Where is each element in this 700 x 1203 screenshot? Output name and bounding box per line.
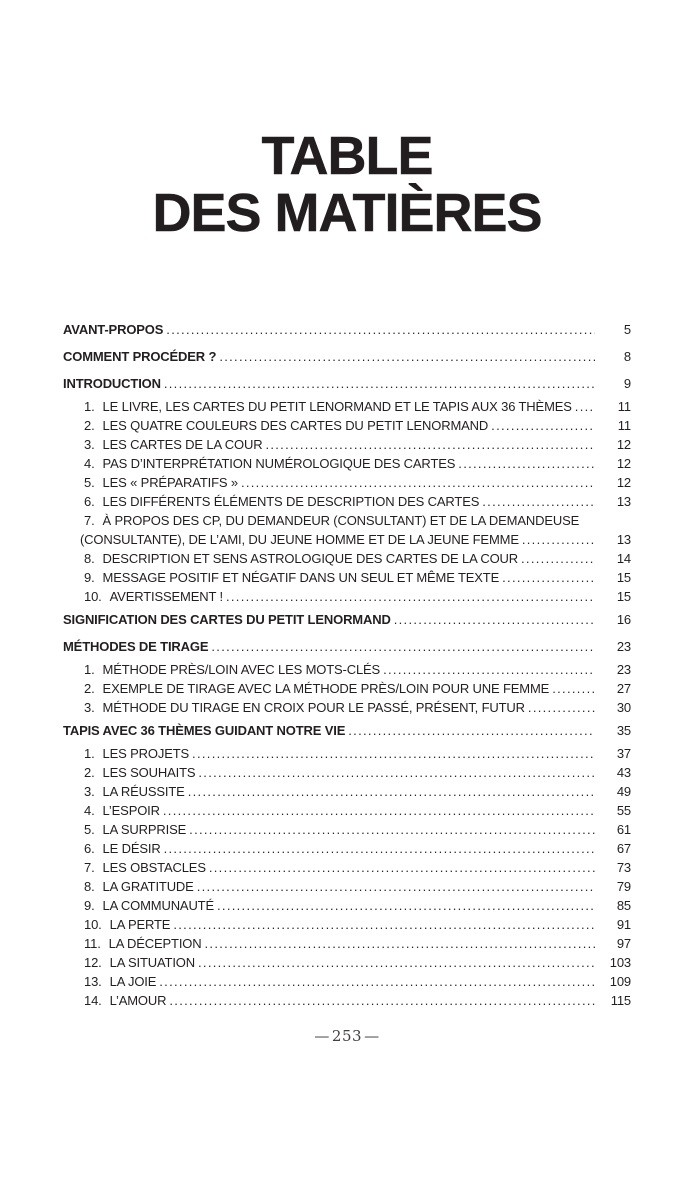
footer-page-number: 253	[331, 1027, 363, 1045]
page-number: 13	[616, 494, 631, 509]
entry-number: 8.	[84, 879, 95, 894]
page-number: 67	[616, 841, 631, 856]
toc-entry	[63, 435, 631, 454]
entry-label: LA GRATITUDE	[102, 879, 194, 894]
page-number: 11	[617, 399, 631, 414]
page-number: 103	[609, 955, 631, 970]
page-number: 43	[616, 765, 631, 780]
page-number: 73	[616, 860, 631, 875]
entry-number: 6.	[84, 494, 95, 509]
page-number: 15	[616, 570, 631, 585]
dot-leader	[479, 492, 595, 511]
page-number: 79	[616, 879, 631, 894]
toc-entry	[63, 763, 631, 782]
entry-number: 7.	[84, 513, 95, 528]
dot-leader	[206, 858, 595, 877]
toc-entry	[63, 877, 631, 896]
page-number: 23	[616, 662, 631, 677]
page-number: 37	[616, 746, 631, 761]
toc-section-heading	[63, 610, 631, 629]
toc-entry	[63, 473, 631, 492]
entry-label: EXEMPLE DE TIRAGE AVEC LA MÉTHODE PRÈS/LOIN POUR UNE FEMME	[102, 681, 550, 696]
dot-leader	[166, 991, 595, 1010]
page-number: 61	[616, 822, 631, 837]
toc-entry	[63, 660, 631, 679]
page-number: 5	[623, 322, 631, 337]
entry-number: 10.	[84, 917, 102, 932]
page-number: 85	[616, 898, 631, 913]
dot-leader	[170, 915, 595, 934]
entry-number: 3.	[84, 437, 95, 452]
dot-leader	[160, 801, 595, 820]
dot-leader	[345, 721, 595, 740]
page-title-line1: TABLE	[261, 126, 433, 186]
entry-label: MÉTHODE DU TIRAGE EN CROIX POUR LE PASSÉ, PRÉSENT, FUTUR	[102, 700, 525, 715]
entry-number: 10.	[84, 589, 102, 604]
book-page	[0, 128, 700, 1045]
toc-entry	[63, 801, 631, 820]
page-number: 9	[623, 376, 631, 391]
page-number: 14	[616, 551, 631, 566]
dot-leader	[262, 435, 595, 454]
dot-leader	[161, 839, 595, 858]
entry-number: 12.	[84, 955, 102, 970]
dot-leader	[223, 587, 595, 606]
toc-entry	[63, 972, 631, 991]
page-number: 115	[610, 993, 631, 1008]
entry-number: 1.	[84, 746, 95, 761]
entry-label: LES OBSTACLES	[102, 860, 206, 875]
toc-entry	[63, 782, 631, 801]
toc-entry	[63, 416, 631, 435]
entry-label: LA COMMUNAUTÉ	[102, 898, 214, 913]
dot-leader	[161, 374, 595, 393]
page-number: 8	[623, 349, 631, 364]
toc-entry	[63, 934, 631, 953]
toc-section-heading	[63, 721, 631, 740]
page-number: 13	[616, 532, 631, 547]
dot-leader	[519, 530, 595, 549]
page-number: 16	[616, 612, 631, 627]
dot-leader	[208, 637, 595, 656]
toc-entry	[63, 744, 631, 763]
entry-label: L’AMOUR	[109, 993, 167, 1008]
dot-leader	[572, 397, 595, 416]
entry-label: COMMENT PROCÉDER ?	[63, 349, 217, 364]
toc-entry-continuation	[63, 530, 631, 549]
page-number: 12	[616, 456, 631, 471]
footer-dash-right: —	[364, 1027, 380, 1045]
toc-entry	[63, 698, 631, 717]
dot-leader	[238, 473, 595, 492]
toc-section-heading	[63, 374, 631, 393]
toc-section-heading	[63, 320, 631, 339]
toc-entry	[63, 397, 631, 416]
page-number: 12	[616, 475, 631, 490]
toc-section-heading	[63, 637, 631, 656]
entry-number: 1.	[84, 399, 95, 414]
entry-label: LES SOUHAITS	[102, 765, 196, 780]
toc-entry	[63, 991, 631, 1010]
page-number: 27	[616, 681, 631, 696]
dot-leader	[163, 320, 595, 339]
dot-leader	[202, 934, 595, 953]
dot-leader	[185, 782, 595, 801]
toc-entry	[63, 679, 631, 698]
dot-leader	[525, 698, 595, 717]
dot-leader	[499, 568, 595, 587]
entry-number: 5.	[84, 822, 95, 837]
entry-label: AVERTISSEMENT !	[109, 589, 223, 604]
toc-entry	[63, 858, 631, 877]
page-number: 109	[609, 974, 631, 989]
toc-entry	[63, 454, 631, 473]
dot-leader	[488, 416, 595, 435]
entry-number: 2.	[84, 681, 95, 696]
page-number: 97	[616, 936, 631, 951]
entry-label: MÉTHODES DE TIRAGE	[63, 639, 209, 654]
dot-leader	[186, 820, 595, 839]
toc-entry	[63, 839, 631, 858]
toc-entry	[63, 915, 631, 934]
toc-entry	[63, 953, 631, 972]
dot-leader	[195, 953, 595, 972]
dot-leader	[214, 896, 595, 915]
entry-label: LE LIVRE, LES CARTES DU PETIT LENORMAND ET LE TAPIS AUX 36 THÈMES	[102, 399, 572, 414]
page-number: 91	[616, 917, 631, 932]
page-number: 12	[616, 437, 631, 452]
toc-section-heading	[63, 347, 631, 366]
entry-number: 6.	[84, 841, 95, 856]
entry-number: 9.	[84, 898, 95, 913]
entry-number: 11.	[84, 936, 101, 951]
entry-number: 2.	[84, 765, 95, 780]
entry-number: 5.	[84, 475, 95, 490]
entry-label: LES PROJETS	[102, 746, 190, 761]
entry-label: INTRODUCTION	[63, 376, 161, 391]
page-number: 35	[616, 723, 631, 738]
entry-label: LE DÉSIR	[102, 841, 161, 856]
dot-leader	[391, 610, 595, 629]
toc-entry	[63, 568, 631, 587]
page-number-footer	[63, 1027, 631, 1045]
toc-entry	[63, 896, 631, 915]
entry-number: 3.	[84, 784, 95, 799]
entry-number: 14.	[84, 993, 102, 1008]
entry-label: LA SITUATION	[109, 955, 195, 970]
entry-label: PAS D’INTERPRÉTATION NUMÉROLOGIQUE DES CARTES	[102, 456, 456, 471]
dot-leader	[380, 660, 595, 679]
entry-label: (CONSULTANTE), DE L’AMI, DU JEUNE HOMME ET DE LA JEUNE FEMME	[80, 532, 519, 547]
dot-leader	[518, 549, 595, 568]
entry-label: LES DIFFÉRENTS ÉLÉMENTS DE DESCRIPTION DES CARTES	[102, 494, 480, 509]
toc-entry	[63, 820, 631, 839]
toc-entry	[63, 549, 631, 568]
entry-label: LA SURPRISE	[102, 822, 187, 837]
entry-label: LA RÉUSSITE	[102, 784, 185, 799]
toc-entry	[63, 511, 631, 530]
entry-label: À PROPOS DES CP, DU DEMANDEUR (CONSULTANT) ET DE LA DEMANDEUSE	[102, 513, 580, 528]
dot-leader	[455, 454, 595, 473]
entry-label: MÉTHODE PRÈS/LOIN AVEC LES MOTS-CLÉS	[102, 662, 381, 677]
page-number: 55	[616, 803, 631, 818]
entry-label: LA JOIE	[109, 974, 157, 989]
footer-dash-left: —	[314, 1027, 330, 1045]
entry-label: LES CARTES DE LA COUR	[102, 437, 263, 452]
dot-leader	[216, 347, 595, 366]
toc-entry	[63, 492, 631, 511]
dot-leader	[549, 679, 595, 698]
entry-number: 4.	[84, 456, 95, 471]
entry-label: LA DÉCEPTION	[108, 936, 202, 951]
table-of-contents	[63, 316, 631, 1010]
entry-label: SIGNIFICATION DES CARTES DU PETIT LENORMAND	[63, 612, 391, 627]
dot-leader	[194, 877, 595, 896]
entry-number: 13.	[84, 974, 102, 989]
entry-number: 3.	[84, 700, 95, 715]
toc-entry	[63, 587, 631, 606]
dot-leader	[156, 972, 595, 991]
entry-number: 4.	[84, 803, 95, 818]
page-number: 15	[616, 589, 631, 604]
page-number: 11	[617, 418, 631, 433]
entry-label: AVANT-PROPOS	[63, 322, 164, 337]
entry-number: 1.	[84, 662, 95, 677]
page-title-line2: DES MATIÈRES	[152, 183, 542, 243]
page-title	[63, 128, 631, 242]
page-number: 23	[616, 639, 631, 654]
entry-label: LA PERTE	[109, 917, 171, 932]
entry-label: DESCRIPTION ET SENS ASTROLOGIQUE DES CARTES DE LA COUR	[102, 551, 519, 566]
dot-leader	[189, 744, 595, 763]
page-number: 49	[616, 784, 631, 799]
entry-label: MESSAGE POSITIF ET NÉGATIF DANS UN SEUL ET MÊME TEXTE	[102, 570, 500, 585]
page-number: 30	[616, 700, 631, 715]
entry-label: TAPIS AVEC 36 THÈMES GUIDANT NOTRE VIE	[63, 723, 346, 738]
dot-leader	[195, 763, 595, 782]
entry-number: 9.	[84, 570, 95, 585]
entry-number: 2.	[84, 418, 95, 433]
entry-number: 7.	[84, 860, 95, 875]
entry-label: LES QUATRE COULEURS DES CARTES DU PETIT LENORMAND	[102, 418, 489, 433]
entry-number: 8.	[84, 551, 95, 566]
entry-label: L’ESPOIR	[102, 803, 160, 818]
entry-label: LES « PRÉPARATIFS »	[102, 475, 238, 490]
